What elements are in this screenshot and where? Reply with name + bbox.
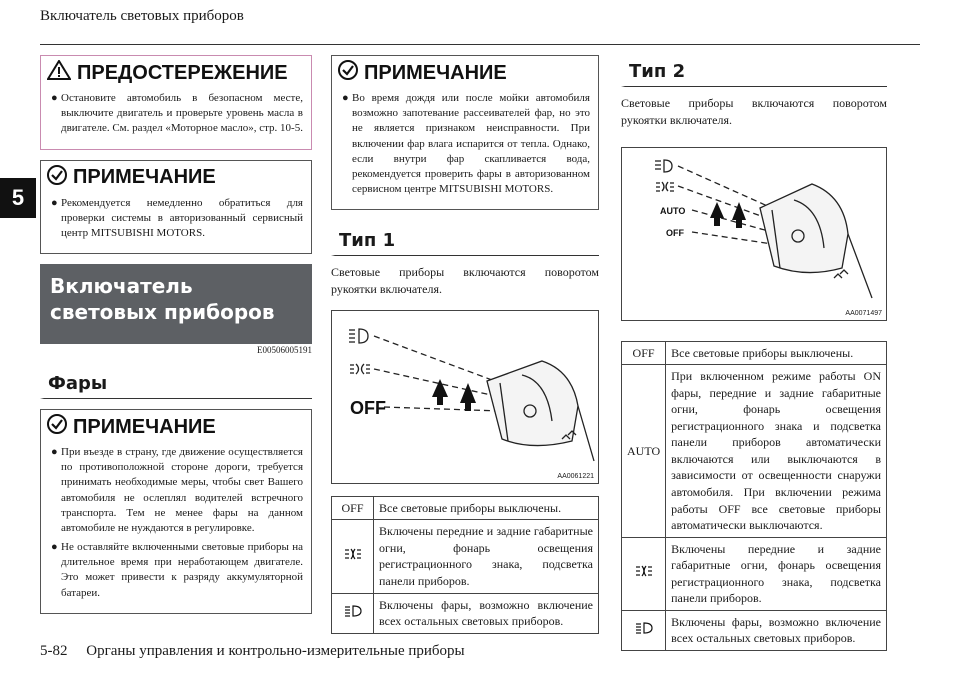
warning-box <box>40 55 312 150</box>
subhead-type-1: Тип 1 <box>331 224 599 256</box>
position-description: При включенном режиме работы ON фары, передние и задние габаритные огни, фонарь освещения регистрационного знака и подсветка панели приборов автоматически включаются или выключаются в зависимости от освещенности снаружи автомобиля. При включении режима работы OFF все световые приборы автоматически выключаются. <box>666 365 887 537</box>
position-description: Все световые приборы выключены. <box>374 496 599 520</box>
position-off: OFF <box>332 496 374 520</box>
note-box-2 <box>40 409 312 614</box>
header-rule <box>40 44 920 45</box>
off-label: OFF <box>350 397 386 418</box>
note-title: ПРИМЕЧАНИЕ <box>73 166 216 189</box>
warning-title: ПРЕДОСТЕРЕЖЕНИЕ <box>77 61 288 84</box>
warning-header <box>41 56 311 88</box>
section-code: E00506005191 <box>257 345 312 356</box>
headlight-icon <box>634 621 654 635</box>
table-row <box>622 610 887 650</box>
position-description: Включены фары, возможно включение всех остальных световых приборов. <box>666 610 887 650</box>
section-title: Включатель световых приборов <box>40 264 312 344</box>
note-header <box>41 161 311 193</box>
light-switch-figure-type-1 <box>331 310 599 484</box>
checkmark-icon <box>47 165 67 191</box>
headlight-icon <box>349 329 368 343</box>
note-bullet: ● Не оставляйте включенными световые приборы на длительное время при неработающем двигателе. Это может привести к разряду аккумуляторной батареи. <box>51 541 303 599</box>
figure-code: AA0061221 <box>557 472 594 480</box>
figure-code: AA0071497 <box>845 309 882 317</box>
table-row <box>622 537 887 610</box>
column-3 <box>621 55 887 651</box>
position-description: Включены фары, возможно включение всех остальных световых приборов. <box>374 593 599 633</box>
note-bullet: ● Во время дождя или после мойки автомобиля возможно запотевание рассеивателей фар, но это не является признаком неисправности. При включении фар влага испарится от тепла. Однако, если внутри фар скапливается вода, рекомендуется проверить фары в авторизованном сервисном центре MITSUBISHI MOTORS. <box>342 92 590 196</box>
table-row <box>622 341 887 365</box>
parking-light-icon <box>350 364 370 374</box>
note-title: ПРИМЕЧАНИЕ <box>364 61 507 84</box>
table-row <box>622 365 887 537</box>
headlight-icon <box>343 604 363 618</box>
off-label: OFF <box>666 227 684 238</box>
note-title: ПРИМЕЧАНИЕ <box>73 415 216 438</box>
position-description: Включены передние и задние габаритные огни, фонарь освещения регистрационного знака, подсветка панели приборов. <box>666 537 887 610</box>
light-switch-figure-type-2 <box>621 147 887 321</box>
note-bullet: ● Рекомендуется немедленно обратиться для проверки системы в авторизованный сервисный центр MITSUBISHI MOTORS. <box>51 196 303 239</box>
note-box-3 <box>331 55 599 210</box>
note-header <box>41 410 311 442</box>
table-row <box>332 520 599 593</box>
position-auto: AUTO <box>622 365 666 537</box>
page-footer: 5-82 Органы управления и контрольно-измерительные приборы <box>40 643 465 659</box>
checkmark-icon <box>47 414 67 440</box>
headlight-icon <box>655 160 672 172</box>
position-off: OFF <box>622 341 666 365</box>
parking-light-icon <box>634 564 654 578</box>
type-1-description: Световые приборы включаются поворотом рукоятки включателя. <box>331 265 599 296</box>
note-header <box>332 56 598 88</box>
position-description: Включены передние и задние габаритные огни, фонарь освещения регистрационного знака, подсветка панели приборов. <box>374 520 599 593</box>
position-description: Все световые приборы выключены. <box>666 341 887 365</box>
note-bullet: ● При въезде в страну, где движение осуществляется по противоположной стороне дороги, требуется принимать необходимые меры, чтобы свет Вашего автомобиля не ослеплял водителей встречного транспорта. Тем не менее фары на данном автомобиле не нуждаются в регулировке. <box>51 446 303 534</box>
table-row <box>332 593 599 633</box>
note-box-1 <box>40 160 312 255</box>
parking-light-icon <box>656 182 674 191</box>
subhead-headlights: Фары <box>40 367 312 399</box>
subhead-type-2: Тип 2 <box>621 55 887 87</box>
light-switch-illustration <box>622 148 886 320</box>
warning-triangle-icon <box>47 60 71 86</box>
chapter-tab: 5 <box>0 178 36 218</box>
column-1 <box>40 55 312 624</box>
type-2-description: Световые приборы включаются поворотом рукоятки включателя. <box>621 96 887 127</box>
light-switch-illustration <box>332 311 598 483</box>
column-2 <box>331 55 599 634</box>
type-2-position-table <box>621 341 887 651</box>
auto-label: AUTO <box>660 205 686 216</box>
checkmark-icon <box>338 60 358 86</box>
warning-bullet: ● Остановите автомобиль в безопасном месте, выключите двигатель и проверьте уровень масла в двигателе. См. раздел «Моторное масло», стр. 10-5. <box>51 92 303 135</box>
type-1-position-table <box>331 496 599 634</box>
parking-light-icon <box>343 547 363 561</box>
page-header: Включатель световых приборов <box>40 8 244 24</box>
table-row <box>332 496 599 520</box>
